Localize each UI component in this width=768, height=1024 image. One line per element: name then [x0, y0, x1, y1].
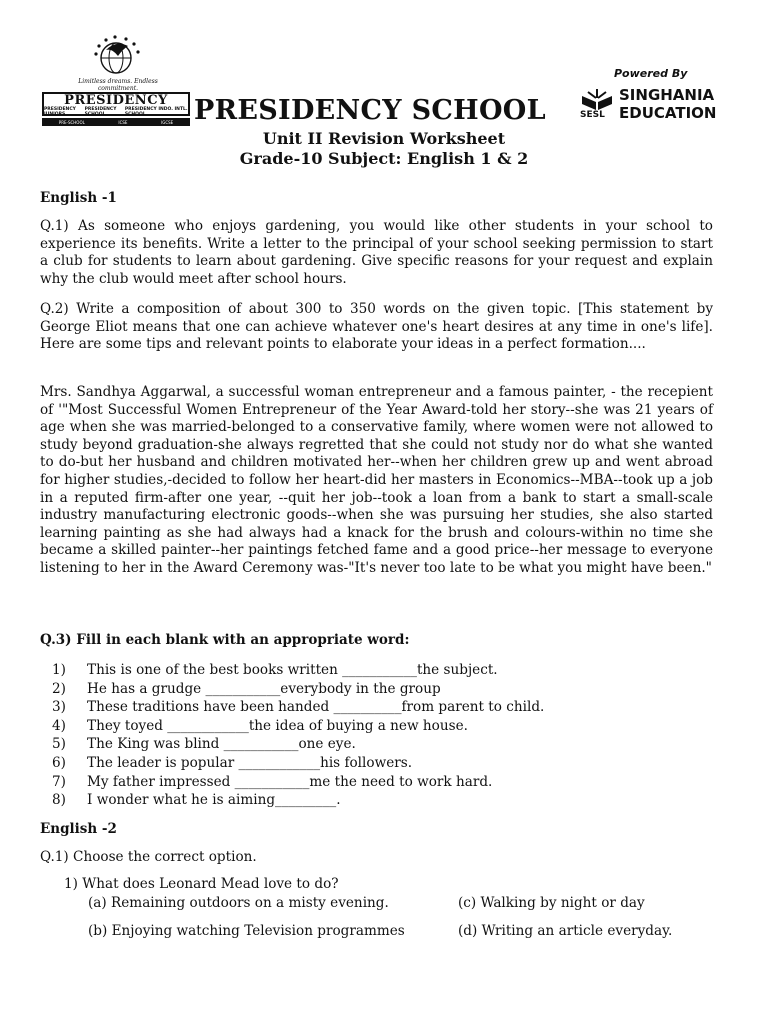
logo-strip-2: ICSE — [118, 119, 128, 125]
item-number: 4) — [52, 717, 66, 734]
logo-tagline: Limitless dreams. Endless commitment. — [78, 78, 158, 92]
partner-line-2: EDUCATION — [619, 104, 717, 122]
item-text: This is one of the best books written ___________the subject. — [87, 662, 498, 678]
list-item — [52, 717, 544, 736]
logo-wordmark: PRESIDENCY — [64, 93, 168, 108]
item-number: 6) — [52, 754, 66, 771]
fill-blanks-list — [52, 661, 544, 810]
item-number: 7) — [52, 773, 66, 790]
worksheet-title: Unit II Revision Worksheet — [262, 129, 506, 148]
item-text: I wonder what he is aiming_________. — [87, 792, 341, 809]
question-3-heading: Q.3) Fill in each blank with an appropriate word: — [40, 632, 410, 648]
mcq-option-a: (a) Remaining outdoors on a misty evening. — [88, 895, 389, 911]
partner-line-1: SINGHANIA — [619, 86, 715, 104]
mcq-option-b: (b) Enjoying watching Television programmes — [88, 923, 405, 939]
logo-strip — [42, 118, 190, 126]
english-1-heading: English -1 — [40, 190, 117, 206]
logo-strip-3: IGCSE — [161, 119, 174, 125]
mcq-option-c: (c) Walking by night or day — [458, 895, 645, 911]
question-1-text: Q.1) As someone who enjoys gardening, you would like other students in your school to experience its benefits. Write a letter to the principal of your school seeking permission to start a club for students to learn about gardening. Give specific reasons for your request and explain why the club would meet after school hours. — [40, 218, 713, 287]
item-number: 5) — [52, 736, 66, 753]
school-name: PRESIDENCY SCHOOL — [194, 95, 546, 126]
list-item — [52, 754, 544, 773]
item-number: 3) — [52, 699, 66, 716]
logo-sub-2: PRESIDENCY SCHOOL — [84, 107, 117, 117]
logo-sub-1: PRESIDENCY JUNIORS — [44, 107, 76, 117]
list-item — [52, 698, 544, 717]
list-item — [52, 680, 544, 699]
story-outline-text: Mrs. Sandhya Aggarwal, a successful woman entrepreneur and a famous painter, - the recepient of '"Most Successful Women Entrepreneur of the Year Award-told her story--she was 21 years of age when she was married-belonged to a conservative family, where women were not allowed to study beyond graduation-she always regretted that she could not study nor do what she wanted to do-but her husband and children motivated her--when her children grew up and went abroad for higher studies,-decided to follow her heart-did her masters in Economics--MBA--took up a job in a reputed firm-after one year, --quit her job--took a loan from a bank to start a small-scale industry manufacturing electronic goods--when she was pursuing her studies, she also started learning painting as she had always had a knack for the brush and colours-within no time she became a skilled painter--her paintings fetched fame and a good price--her message to everyone listening to her in the Award Ceremony was-"It's never too late to be what you might have been." — [40, 384, 713, 576]
english-2-question-1: Q.1) Choose the correct option. — [40, 849, 257, 865]
logo-strip-1: PRE-SCHOOL — [58, 119, 85, 125]
item-text: The leader is popular ____________his followers. — [87, 754, 413, 771]
list-item — [52, 791, 544, 810]
item-number: 2) — [52, 680, 66, 697]
item-text: The King was blind ___________one eye. — [87, 736, 356, 753]
question-2-text: Q.2) Write a composition of about 300 to 350 words on the given topic. [This statement by George Eliot means that one can achieve whatever one's heart desires at any time in one's life]. Here are some tips and relevant points to elaborate your ideas in a perfect formation.... — [40, 301, 713, 353]
mcq-question: 1) What does Leonard Mead love to do? — [64, 876, 339, 892]
list-item — [52, 773, 544, 792]
partner-short: SESL — [580, 110, 605, 120]
item-text: These traditions have been handed __________from parent to child. — [87, 699, 545, 716]
item-text: They toyed ____________the idea of buying a new house. — [87, 717, 468, 734]
mcq-option-d: (d) Writing an article everyday. — [458, 923, 673, 939]
item-text: My father impressed ___________me the need to work hard. — [87, 773, 493, 790]
logo-sub-3: PRESIDENCY INDO. INTL. SCHOOL — [124, 107, 188, 117]
item-number: 1) — [52, 662, 66, 678]
english-2-heading: English -2 — [40, 821, 117, 837]
globe-emblem-icon — [88, 34, 144, 78]
logo-wordmark-box — [42, 92, 190, 116]
powered-by-label: Powered By — [614, 67, 688, 80]
list-item — [52, 661, 544, 680]
list-item — [52, 735, 544, 754]
worksheet-subtitle: Grade-10 Subject: English 1 & 2 — [239, 149, 529, 168]
item-text: He has a grudge ___________everybody in the group — [87, 680, 441, 697]
item-number: 8) — [52, 792, 66, 809]
partner-name — [619, 86, 716, 122]
